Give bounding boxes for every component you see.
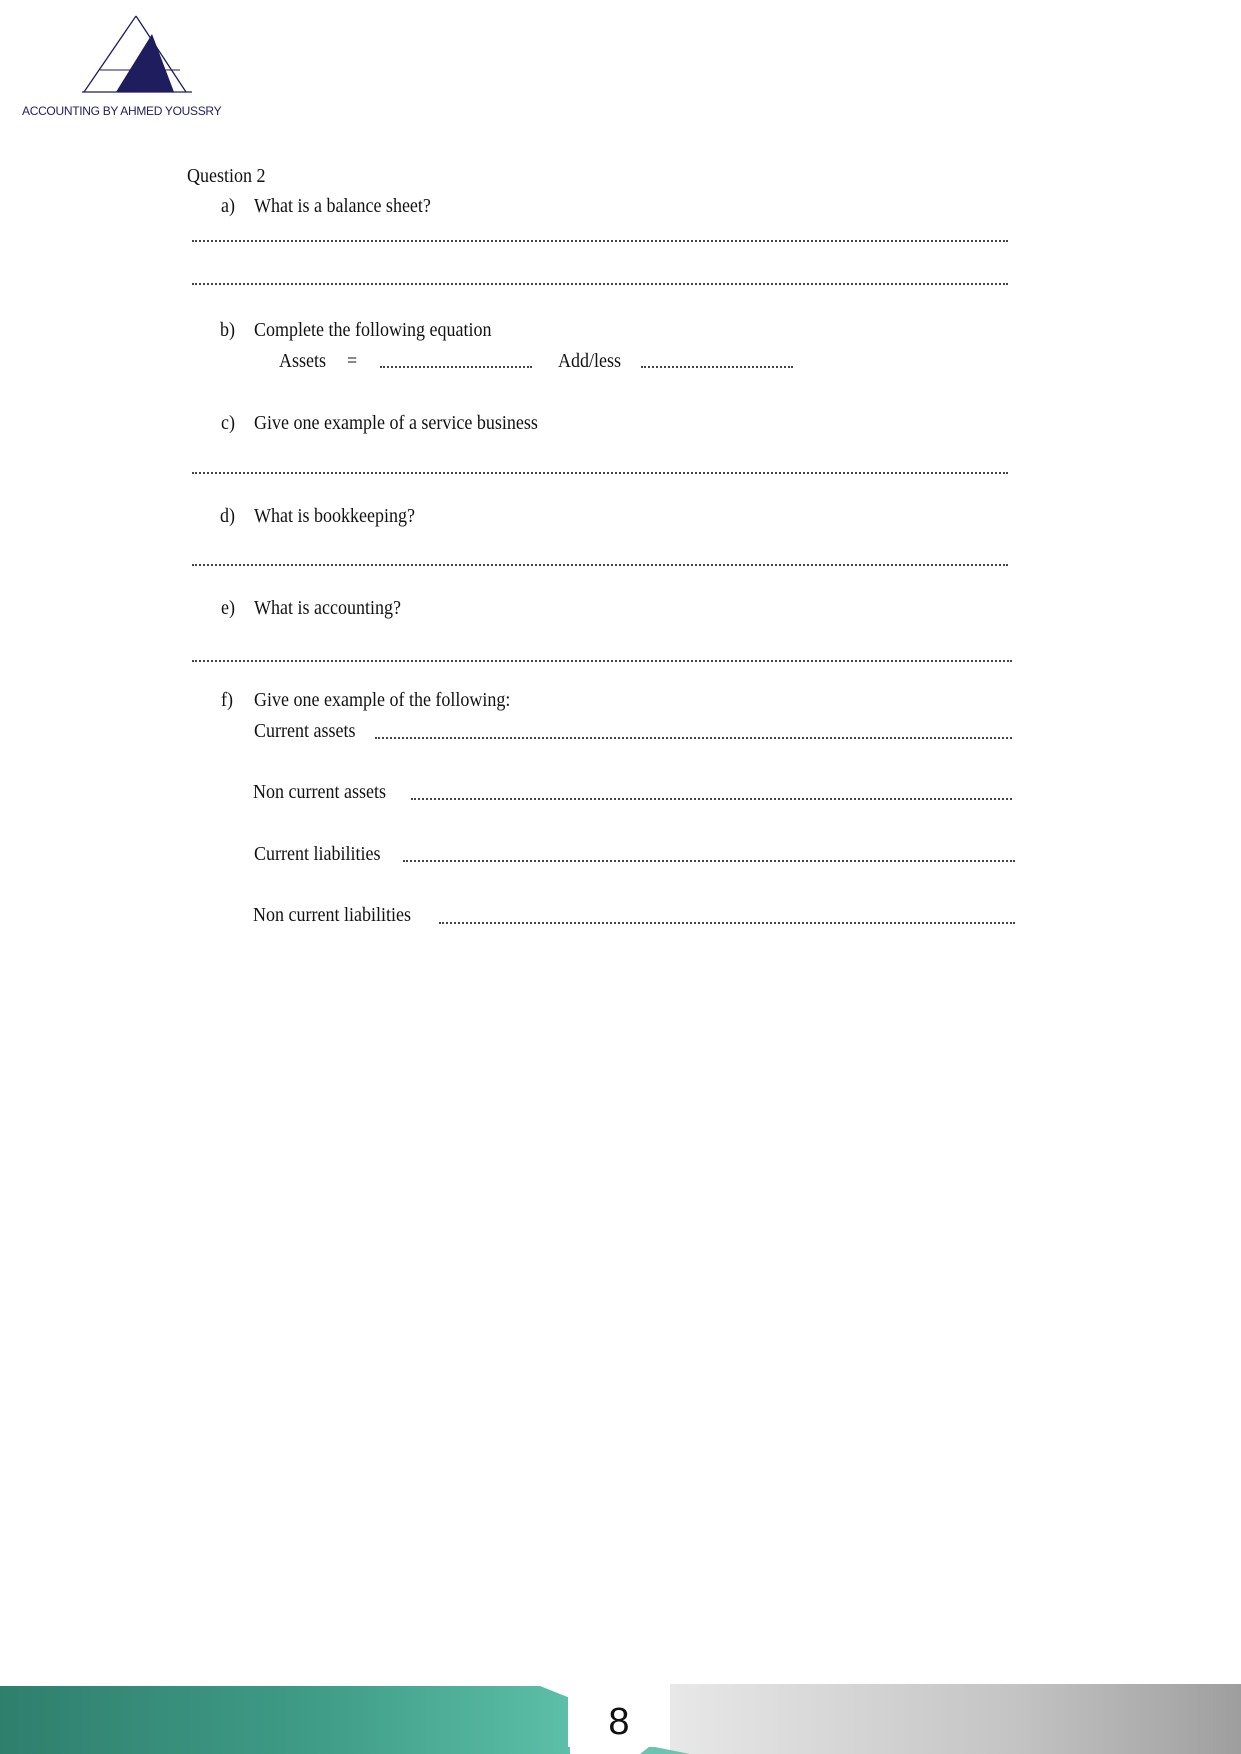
answer-line-a-2[interactable] <box>192 283 1008 285</box>
item-f-question: Give one example of the following: <box>254 689 511 711</box>
item-a-question: What is a balance sheet? <box>254 195 431 217</box>
f-current-liabilities-label: Current liabilities <box>254 843 381 865</box>
page-number: 8 <box>568 1697 670 1747</box>
question-title: Question 2 <box>187 165 266 187</box>
item-c-question: Give one example of a service business <box>254 412 538 434</box>
f-current-assets-label: Current assets <box>254 720 356 742</box>
item-f-letter: f) <box>221 689 233 711</box>
f-non-current-liabilities-label: Non current liabilities <box>253 904 411 926</box>
logo-text: ACCOUNTING BY AHMED YOUSSRY <box>22 104 222 118</box>
equation-blank-1[interactable] <box>380 366 532 368</box>
equation-assets: Assets <box>279 350 327 372</box>
brand-logo <box>20 14 245 124</box>
item-d-question: What is bookkeeping? <box>254 505 415 527</box>
f-current-liabilities-line[interactable] <box>403 860 1015 862</box>
answer-line-c[interactable] <box>192 472 1008 474</box>
equation-blank-2[interactable] <box>641 366 793 368</box>
logo-triangle-icon <box>80 14 200 98</box>
item-a-letter: a) <box>221 195 235 217</box>
f-current-assets-line[interactable] <box>375 737 1012 739</box>
item-e-letter: e) <box>221 597 235 619</box>
item-d-letter: d) <box>220 505 236 527</box>
equation-addless: Add/less <box>558 350 621 372</box>
f-non-current-assets-line[interactable] <box>411 798 1012 800</box>
item-b-letter: b) <box>220 319 236 341</box>
f-non-current-liabilities-line[interactable] <box>439 922 1015 924</box>
answer-line-e[interactable] <box>192 660 1012 662</box>
f-non-current-assets-label: Non current assets <box>253 781 386 803</box>
equation-equals: = <box>347 350 358 372</box>
item-b-question: Complete the following equation <box>254 319 492 341</box>
item-c-letter: c) <box>221 412 235 434</box>
answer-line-a-1[interactable] <box>192 240 1008 242</box>
item-e-question: What is accounting? <box>254 597 401 619</box>
answer-line-d[interactable] <box>192 564 1008 566</box>
